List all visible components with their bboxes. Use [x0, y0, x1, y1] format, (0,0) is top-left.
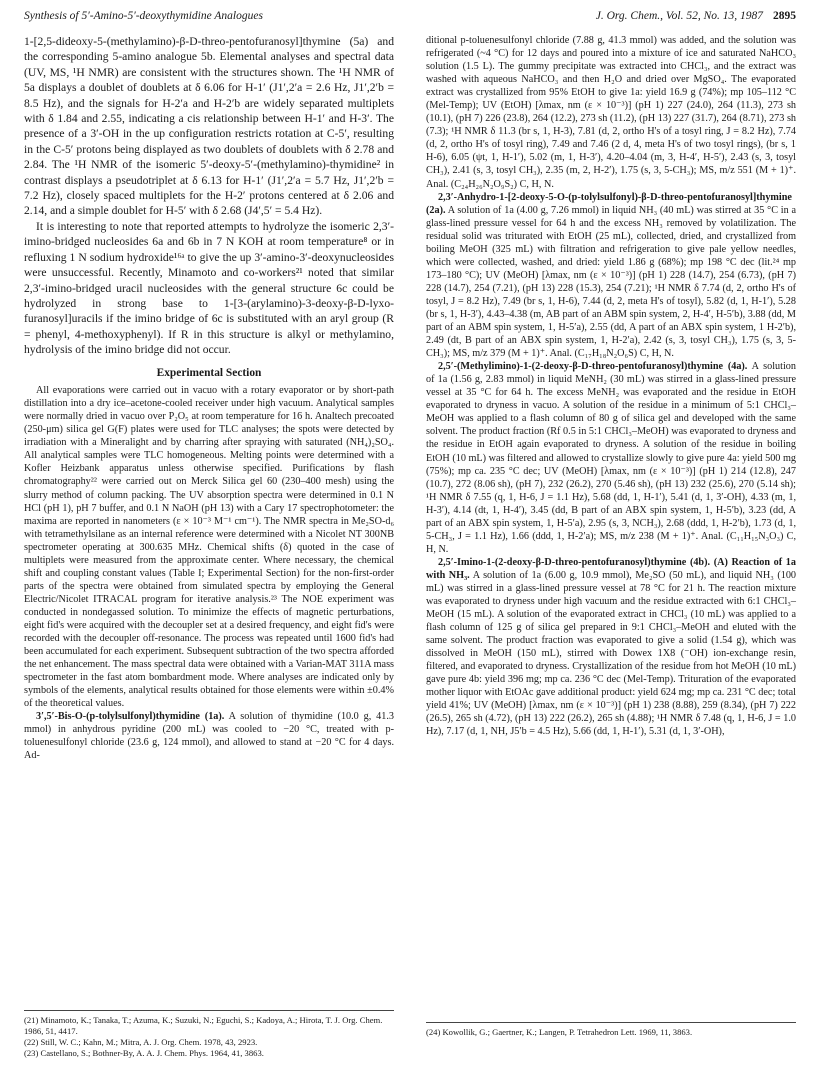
paragraph: All evaporations were carried out in vacuo with a rotary evaporator or by short-path distillation into a dry ice–acetone-cooled receiver under high vacuum. Analytical samples were normally dried in vacuo over P₂O₅ at room temperature for 16 h. Analtech precoated (250-μm) silica gel G(F) plates were used for TLC analyses; the spots were detected by irradiation with a Mineralight and by charring after spraying with saturated (NH₄)₂SO₄. All analytical samples were TLC homogeneous. Melting points were determined with a Kofler Heizbank apparatus unless otherwise specified. Purifications by flash chromatography²² were carried out on Merck Silica gel 60 (230–400 mesh) using the slurry method of column packing. The UV absorption spectra were determined in 0.1 N HCl (pH 1), pH 7 buffer, and 0.1 N NaOH (pH 13) with a Cary 17 spectrophotometer: the maxima are reported in nanometers (ε × 10⁻³ M⁻¹ cm⁻¹). The NMR spectra in Me₂SO-d₆ with tetramethylsilane as an internal reference were determined with a Nicolet NT 300NB spectrometer operating at 300.635 MHz. Chemical shifts (δ) quoted in the case of multiplets were measured from the approximate center. Where necessary, the chemical shift and coupling constant values (Table I; Experimental Section) for the non-first-order parts of the spectra were obtained from simulated spectra by employing the General Electric/Nicolet ITRACAL program for iterative analysis.²³ The NOE experiment was conducted in nondegassed solution. To minimize the effects of magnetic perturbations, eight fid's were acquired with the decoupler set at a desired frequency, and eight fid's were recorded with the decoupler off-resonance. The process was repeated until 1600 fid's had been accumulated for each experiment. Subsequent subtraction of the two spectra afforded the net enhancement. The mass spectral data were obtained with a Varian-MAT 311A mass spectrometer in the fast atom bombardment mode. Where analyses are indicated only by symbols of the elements, analytical results obtained for those elements were within ±0.4% of the theoretical values.: [24, 385, 394, 710]
page-header: [24, 10, 796, 30]
footnote: (22) Still, W. C.; Kahn, M.; Mitra, A. J. Org. Chem. 1978, 43, 2923.: [24, 1037, 258, 1047]
procedure-text: A solution of 1a (1.56 g, 2.83 mmol) in liquid MeNH₂ (30 mL) was stirred in a glass-lined pressure vessel at 35 °C for 64 h. The excess MeNH₂ was evaporated and the residue in EtOH evaporated to dryness in vacuo. A solution of the residue in a minimum of 5:1 CHCl₃–MeOH was applied to a flash column of 80 g of silica gel and developed with the same solvent. The product fraction (Rf 0.5 in 5:1 CHCl₃–MeOH) was evaporated to dryness and the residue in EtOH again evaporated to dryness. A solution of the residue in boiling EtOH (10 mL) was filtered and allowed to crystallize slowly to give pure 4a: yield 500 mg (75%); mp ca. 235 °C dec; UV (MeOH) [λmax, nm (ε × 10⁻³)] (pH 1) 214 (12.8), 247 (10.7), 272 (8.06 sh), (pH 7), 232 (26.2), 270 (5.46 sh), (pH 13) 232 (25.6), 270 (5.14 sh); ¹H NMR δ 7.55 (q, 1, H-6, J = 1.1 Hz), 5.68 (dd, 1, H-1′), 5.41 (d, 1, 3′-OH), 4.33 (m, 1, H-3′), 4.14 (dt, 1, H-4′), 3.45 (dd, B part of an ABX spin system, 1, H-5′b), 3.23 (dd, A part of an ABX spin system, 1, H-5′a), 2.95 (s, 3, NCH₃), 2.68 (ddd, 1, H-2′b), 1.73 (d, 1, 5-CH₃, J = 1.1 Hz), 1.66 (ddd, 1, H-2′a); MS, m/z 238 (M + 1)⁺. Anal. (C₁₁H₁₅N₃O₃) C, H, N.: [426, 361, 796, 555]
journal-citation: [596, 10, 796, 22]
footnote: (23) Castellano, S.; Bothner-By, A. A. J. Chem. Phys. 1964, 41, 3863.: [24, 1048, 264, 1058]
paragraph: ditional p-toluenesulfonyl chloride (7.88 g, 41.3 mmol) was added, and the solution was refrigerated (~4 °C) for 12 days and poured into a mixture of ice and saturated NaHCO₃ solution (1.5 L). The gummy precipitate was extracted into CHCl₃, and the extract was washed with aqueous NaHCO₃ and then H₂O and dried over MgSO₄. The evaporated extract was crystallized from 95% EtOH to give 1a: yield 16.9 g (74%); mp 105–112 °C (Mel-Temp); UV (EtOH) [λmax, nm (ε × 10⁻³)] (pH 1) 227 (24.0), 264 (11.3), 273 sh (10.1), (pH 7) 226 (23.8), 264 (12.2), 273 sh (11.2), (pH 13) 227 (31.7), 264 (8.71), 273 sh (7.3); ¹H NMR δ 11.3 (br s, 1, H-3), 7.81 (d, 2, ortho H's of a tosyl ring, J = 8.2 Hz), 7.74 (d, 2, ortho H's of tosyl ring), 7.49 and 7.46 (2 d, 4, meta H's of two tosyl rings), (br s, 1 H-6), 6.05 (ψt, 1, H-1′), 5.02 (m, 1, H-3′), 4.20–4.04 (m, 3, H-4′, H-5′), 2.43 (s, 3, tosyl CH₃), 2.41 (s, 3, tosyl CH₃), 2.35 (m, 2, H-2′), 1.75 (s, 3, 5-CH₃); MS, m/z 551 (M + 1)⁺. Anal. (C₂₄H₂₆N₂O₉S₂) C, H, N.: [426, 35, 796, 190]
paragraph: [426, 556, 796, 739]
paragraph: [426, 191, 796, 361]
compound-heading: 2,5′-(Methylimino)-1-(2-deoxy-β-D-threo-pentofuranosyl)thymine (4a).: [438, 361, 748, 373]
page-number: 2895: [773, 10, 796, 22]
footnotes-left: [24, 1010, 394, 1059]
running-title: Synthesis of 5′-Amino-5′-deoxythymidine Analogues: [24, 10, 263, 22]
journal-name: J. Org. Chem., Vol. 52, No. 13, 1987: [595, 10, 763, 22]
footnote: (24) Kowollik, G.; Gaertner, K.; Langen, P. Tetrahedron Lett. 1969, 11, 3863.: [426, 1027, 693, 1037]
compound-heading: 2,5′-Imino-1-(2-deoxy-β-D-threo-pentofuranosyl)thymine (4b). (A) Reaction of 1a with NH₃.: [426, 556, 796, 581]
compound-heading: 3′,5′-Bis-O-(p-tolylsulfonyl)thymidine (1a).: [36, 711, 225, 723]
procedure-text: A solution of 1a (6.00 g, 10.9 mmol), Me₂SO (50 mL), and liquid NH₃ (100 mL) was stirred in a glass-lined pressure vessel at 78 °C for 21 h. The reaction mixture was evaporated to dryness under high vacuum and the residue extracted with 6:1 CHCl₃–MeOH (15 mL). A solution of the evaporated extract in CHCl₃ (10 mL) was applied to a flash column of 125 g of silica gel prepared in 9:1 CHCl₃–MeOH and eluted with the same solvent. The product fraction was evaporated to give a solid (1.54 g), which was dissolved in MeOH (150 mL), stirred with Dowex 1X8 (⁻OH) ion-exchange resin, filtered, and evaporated to dryness. Crystallization of the residue from hot MeOH (10 mL) gave pure 4b: yield 396 mg; mp ca. 236 °C dec (Mel-Temp). Trituration of the evaporated mother liquor with EtOAc gave additional product: yield 624 mg; mp ca. 231 °C dec; total yield 41%; UV (MeOH) [λmax, nm (ε × 10⁻³)] (pH 1) 238 (8.88), 259 (8.34), (pH 7) 222 (26.5), 265 sh (4.72), (pH 13) 222 (26.2), 265 sh (4.88); ¹H NMR δ 7.48 (q, 1, H-6, J = 1.0 Hz), 7.17 (d, 1, NH, J5′b = 4.5 Hz), 5.66 (dd, 1, H-1′), 5.31 (d, 1, 3′-OH),: [426, 569, 797, 738]
section-heading: Experimental Section: [156, 366, 262, 379]
right-column: [426, 34, 796, 739]
paragraph: [426, 360, 796, 556]
footnotes-right: [426, 1022, 796, 1038]
paragraph: It is interesting to note that reported attempts to hydrolyze the isomeric 2,3′-imino-bridged nucleosides 6a and 6b in 7 N KOH at room temperature⁸ or in refluxing 1 N sodium hydroxide¹⁶ᵃ to give the up 3′-amino-3′-deoxynucleosides were unsuccessful. Recently, Minamoto and co-workers²¹ noted that similar 2,3′-imino-bridged uracil nucleosides with the general structure 6c could be hydrolyzed in strong base to 1-[3-(arylamino)-3-deoxy-β-D-lyxo-furanosyl]uracils if the imino bridge of 6c is substituted with an aryl group (R = phenyl, 4-methoxyphenyl). If R in this structure is alkyl or methylamino, hydrolysis of the imino bridge did not occur.: [24, 219, 394, 357]
compound-heading: 2,3′-Anhydro-1-[2-deoxy-5-O-(p-tolylsulfonyl)-β-D-threo-pentofuranosyl]thymine (2a).: [426, 191, 792, 216]
paragraph: 1-[2,5-dideoxy-5-(methylamino)-β-D-threo-pentofuranosyl]thymine (5a) and the corresponding 5-amino analogue 5b. Elemental analyses and spectral data (UV, MS, ¹H NMR) are consistent with the structures shown. The ¹H NMR of 5a displays a doublet of doublets at δ 6.06 for H-1′ (J1′,2′a = 2.6 Hz, J1′,2′b = 8.5 Hz), and the signals for H-2′a and H-2′b are widely separated multiplets with δ 1.84 and 2.55, indicating a cis relationship between H-1′ and H-3′. The presence of a 3′-OH in the up configuration restricts rotation at C-5′, resulting in the C-5′ protons being displayed as two doublets of doublets with δ 2.78 and 2.84. The ¹H NMR of the isomeric 5′-deoxy-5′-(methylamino)-thymidine² in contrast displays a pseudotriplet at δ 6.13 for H-1′ (J1′,2′a = 5.7 Hz, J1′,2′b = 7.2 Hz), closely spaced multiplets for the H-2′ protons centered at δ 2.06 and 2.14, and a simple doublet for H-5′ with δ 2.68 (J4′,5′ = 5.4 Hz).: [24, 35, 394, 218]
paragraph: [24, 710, 394, 762]
footnote: (21) Minamoto, K.; Tanaka, T.; Azuma, K.; Suzuki, N.; Eguchi, S.; Kadoya, A.; Hirota, T. J. Org. Chem. 1986, 51, 4417.: [24, 1015, 383, 1036]
procedure-text: A solution of thymidine (10.0 g, 41.3 mmol) in anhydrous pyridine (200 mL) was cooled to −20 °C, treated with p-toluenesulfonyl chloride (23.6 g, 124 mmol), and allowed to stand at −20 °C for 4 days. Ad-: [24, 711, 394, 762]
procedure-text: A solution of 1a (4.00 g, 7.26 mmol) in liquid NH₃ (40 mL) was stirred at 35 °C in a glass-lined pressure vessel for 64 h and the excess NH₃ removed by volatilization. The residual solid was triturated with EtOH (25 mL), collected, dried, and crystallized from boiling MeOH (325 mL) with filtration and refrigeration to give pale yellow needles, which were collected, washed, and dried: yield 1.86 g (68%); mp 198 °C dec (lit.²⁴ mp 173–180 °C); UV (MeOH) [λmax, nm (ε × 10⁻³)] (pH 1) 228 (14.7), 254 (6.73), (pH 7) 228 (14.7), 254 (7.21), (pH 13) 228 (15.3), 254 (7.21); ¹H NMR δ 7.74 (d, 2, ortho H's of tosyl, J = 8.2 Hz), 7.49 (br s, 1, H-6), 7.44 (d, 2, meta H's of tosyl), 5.82 (d, 1, H-1′), 5.28 (br s, 1, H-3′), 4.43–4.38 (m, AB part of an ABM spin system, 2, H-4′, H-5′b), 3.88 (dd, M part of an ABM spin system, 1, H-5′a), 2.55 (dd, A part of an ABX spin system, 1 H-2′b), 2.49 (dt, B part of an ABX spin system, 1, H-2′a), 2.42 (s, 3, tosyl CH₃), 1.75 (s, 3, 5-CH₃); MS, m/z 379 (M + 1)⁺. Anal. (C₁₇H₁₈N₂O₆S) C, H, N.: [426, 204, 797, 360]
left-column: [24, 34, 394, 762]
